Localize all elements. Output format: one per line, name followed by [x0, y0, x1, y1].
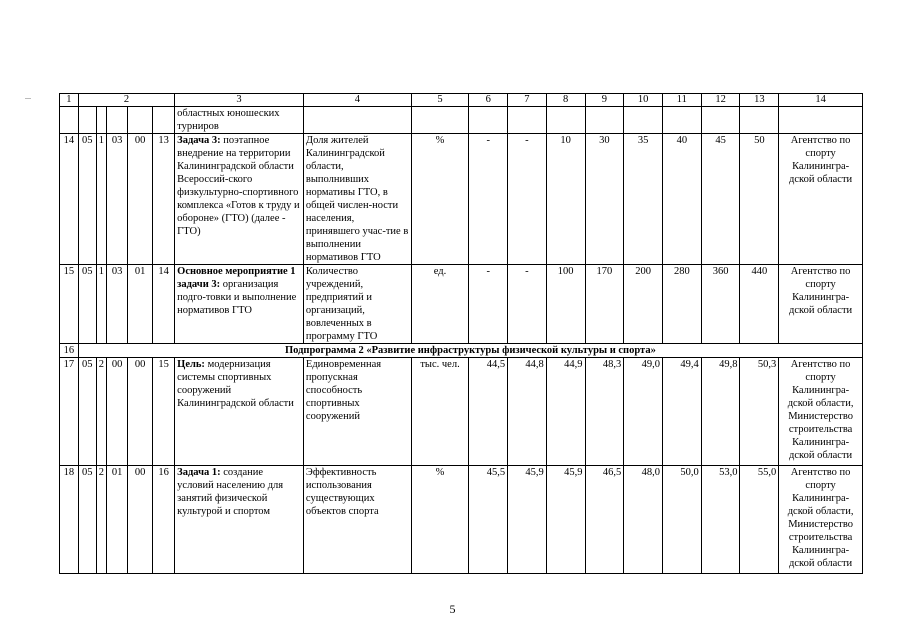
code-cell: 03 [107, 134, 128, 265]
value-cell: 45,9 [508, 466, 547, 574]
value-cell: 35 [624, 134, 663, 265]
header-row [60, 94, 863, 107]
document-page [59, 93, 863, 574]
executor-cell: Агентство по спорту Калинингра-дской области [779, 134, 863, 265]
row-number: 17 [60, 358, 79, 466]
code-cell: 13 [153, 134, 175, 265]
indicator-cell: Единовременная пропускная способность спортивных сооружений [303, 358, 411, 466]
value-cell: - [508, 134, 547, 265]
header-cell: 8 [546, 94, 585, 107]
value-cell: 49,4 [663, 358, 702, 466]
value-cell: 170 [585, 265, 624, 344]
indicator-cell: Доля жителей Калининградской области, выполнивших нормативы ГТО, в общей числен-ности населения, принявшего учас-тие в выполнении нормативов ГТО [303, 134, 411, 265]
header-cell: 13 [740, 94, 779, 107]
value-cell: 45 [701, 134, 740, 265]
table-row [60, 466, 863, 574]
header-cell: 10 [624, 94, 663, 107]
code-cell: 2 [96, 466, 106, 574]
header-cell: 9 [585, 94, 624, 107]
task-label: Основное мероприятие 1 задачи 3: [177, 266, 296, 290]
value-cell: 49,8 [701, 358, 740, 466]
task-cell: областных юношеских турниров [175, 107, 304, 134]
header-cell: 2 [78, 94, 174, 107]
code-cell: 15 [153, 358, 175, 466]
code-cell: 01 [107, 466, 128, 574]
value-cell: 44,9 [546, 358, 585, 466]
code-cell: 1 [96, 134, 106, 265]
header-cell: 5 [411, 94, 469, 107]
code-cell: 03 [107, 265, 128, 344]
value-cell: - [469, 134, 508, 265]
task-text: создание условий населению для занятий физической культурой и спортом [177, 467, 284, 517]
value-cell: 10 [546, 134, 585, 265]
executor-cell: Агентство по спорту Калинингра-дской области, Министерство строительства Калинингра-дской области [779, 466, 863, 574]
header-cell: 14 [779, 94, 863, 107]
code-cell: 00 [128, 134, 153, 265]
unit-cell: % [411, 466, 469, 574]
value-cell: - [508, 265, 547, 344]
value-cell: 360 [701, 265, 740, 344]
value-cell: 49,0 [624, 358, 663, 466]
code-cell: 16 [153, 466, 175, 574]
value-cell: 30 [585, 134, 624, 265]
margin-mark [25, 98, 31, 99]
code-cell: 00 [107, 358, 128, 466]
subprogram-row [60, 344, 863, 358]
header-cell: 6 [469, 94, 508, 107]
code-cell: 2 [96, 358, 106, 466]
code-cell: 1 [96, 265, 106, 344]
value-cell: 50 [740, 134, 779, 265]
table-row [60, 358, 863, 466]
task-text: поэтапное внедрение на территории Калининградской области Всероссий-ского физкультурно-спортивного комплекса «Готов к труду и обороне» (ГТО) (далее - ГТО) [177, 135, 300, 237]
value-cell: 45,9 [546, 466, 585, 574]
header-cell: 11 [663, 94, 702, 107]
value-cell: 48,3 [585, 358, 624, 466]
table-row [60, 134, 863, 265]
header-cell: 4 [303, 94, 411, 107]
task-label: Цель: [177, 359, 205, 370]
code-cell: 14 [153, 265, 175, 344]
task-label: Задача 1: [177, 467, 221, 478]
task-text: модернизация системы спортивных сооружений Калининградской области [177, 359, 294, 409]
code-cell: 05 [78, 466, 96, 574]
unit-cell: % [411, 134, 469, 265]
row-number: 15 [60, 265, 79, 344]
indicator-cell: Количество учреждений, предприятий и организаций, вовлеченных в программу ГТО [303, 265, 411, 344]
task-cell [175, 134, 304, 265]
header-cell: 1 [60, 94, 79, 107]
subprogram-title: Подпрограмма 2 «Развитие инфраструктуры физической культуры и спорта» [78, 344, 862, 358]
value-cell: 55,0 [740, 466, 779, 574]
header-cell: 12 [701, 94, 740, 107]
value-cell: 50,0 [663, 466, 702, 574]
value-cell: 48,0 [624, 466, 663, 574]
indicator-cell: Эффективность использования существующих объектов спорта [303, 466, 411, 574]
value-cell: 45,5 [469, 466, 508, 574]
code-cell: 05 [78, 134, 96, 265]
task-cell [175, 265, 304, 344]
code-cell: 05 [78, 265, 96, 344]
value-cell: 46,5 [585, 466, 624, 574]
code-cell: 00 [128, 358, 153, 466]
unit-cell: ед. [411, 265, 469, 344]
value-cell: 44,5 [469, 358, 508, 466]
indicators-table [59, 93, 863, 574]
task-text: организация подго-товки и выполнение нормативов ГТО [177, 279, 297, 316]
header-cell: 3 [175, 94, 304, 107]
value-cell: 44,8 [508, 358, 547, 466]
value-cell: 440 [740, 265, 779, 344]
executor-cell: Агентство по спорту Калинингра-дской области [779, 265, 863, 344]
table-row [60, 265, 863, 344]
header-cell: 7 [508, 94, 547, 107]
code-cell: 00 [128, 466, 153, 574]
code-cell: 01 [128, 265, 153, 344]
task-cell [175, 466, 304, 574]
value-cell: 50,3 [740, 358, 779, 466]
unit-cell: тыс. чел. [411, 358, 469, 466]
value-cell: - [469, 265, 508, 344]
row-number: 18 [60, 466, 79, 574]
task-cell [175, 358, 304, 466]
page-number: 5 [449, 602, 456, 616]
value-cell: 100 [546, 265, 585, 344]
value-cell: 280 [663, 265, 702, 344]
value-cell: 40 [663, 134, 702, 265]
value-cell: 53,0 [701, 466, 740, 574]
continuation-row [60, 107, 863, 134]
task-label: Задача 3: [177, 135, 221, 146]
value-cell: 200 [624, 265, 663, 344]
executor-cell: Агентство по спорту Калинингра-дской области, Министерство строительства Калинингра-дской области [779, 358, 863, 466]
row-number: 14 [60, 134, 79, 265]
row-number: 16 [60, 344, 79, 358]
code-cell: 05 [78, 358, 96, 466]
